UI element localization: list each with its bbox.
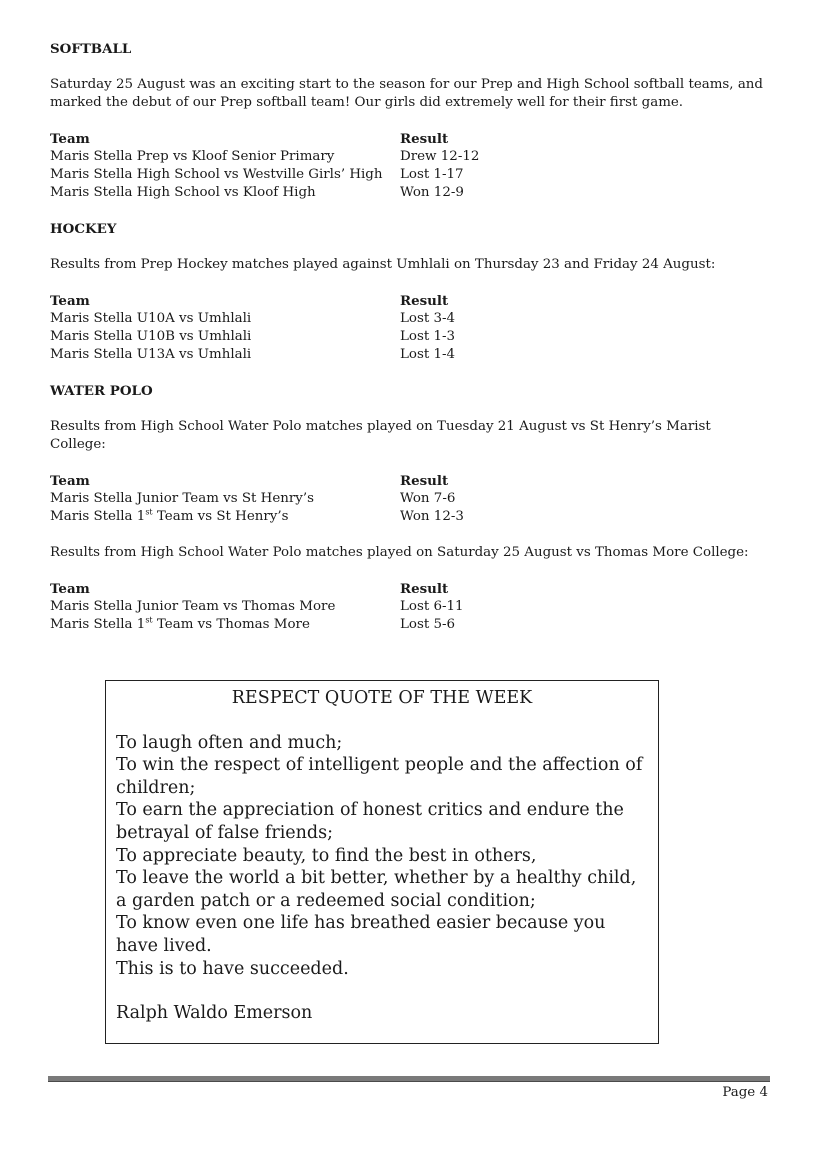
team-cell: Maris Stella Junior Team vs St Henry’s bbox=[50, 491, 314, 506]
team-cell bbox=[50, 616, 400, 634]
result-column-header: Result bbox=[400, 473, 449, 489]
waterpolo-intro-1: Results from High School Water Polo matches played on Tuesday 21 August vs St Henry’s Marist College: bbox=[50, 419, 711, 452]
team-cell-suffix: Team vs St Henry’s bbox=[152, 509, 289, 524]
table-row bbox=[50, 148, 770, 166]
ordinal-suffix: st bbox=[145, 615, 153, 625]
team-cell: Maris Stella U13A vs Umhlali bbox=[50, 347, 252, 362]
quote-box bbox=[105, 680, 659, 1044]
team-cell bbox=[50, 508, 400, 526]
quote-line: To win the respect of intelligent people and the affection of children; bbox=[116, 755, 643, 798]
page-number: Page 4 bbox=[722, 1085, 768, 1100]
waterpolo-results-table-2 bbox=[50, 580, 770, 634]
team-cell-prefix: Maris Stella 1 bbox=[50, 509, 146, 524]
result-cell: Lost 3-4 bbox=[400, 311, 456, 326]
table-row bbox=[50, 508, 770, 526]
waterpolo-heading: WATER POLO bbox=[50, 383, 153, 399]
hockey-results-table bbox=[50, 292, 770, 364]
table-row bbox=[50, 346, 770, 364]
result-column-header: Result bbox=[400, 581, 449, 597]
table-row bbox=[50, 598, 770, 616]
table-header bbox=[50, 130, 770, 148]
quote-line: To laugh often and much; bbox=[116, 732, 343, 753]
table-row bbox=[50, 328, 770, 346]
result-column-header: Result bbox=[400, 131, 449, 147]
table-row bbox=[50, 490, 770, 508]
quote-line: To earn the appreciation of honest critics and endure the betrayal of false friends; bbox=[116, 800, 624, 843]
team-column-header: Team bbox=[50, 293, 90, 309]
table-row bbox=[50, 616, 770, 634]
team-cell: Maris Stella High School vs Kloof High bbox=[50, 185, 316, 200]
result-cell: Lost 1-17 bbox=[400, 167, 464, 182]
team-cell: Maris Stella U10A vs Umhlali bbox=[50, 311, 252, 326]
table-row bbox=[50, 310, 770, 328]
team-cell-prefix: Maris Stella 1 bbox=[50, 617, 146, 632]
softball-heading: SOFTBALL bbox=[50, 41, 132, 57]
table-row bbox=[50, 166, 770, 184]
table-header bbox=[50, 472, 770, 490]
team-column-header: Team bbox=[50, 131, 90, 147]
team-column-header: Team bbox=[50, 581, 90, 597]
team-cell: Maris Stella High School vs Westville Girls’ High bbox=[50, 167, 383, 182]
page-content bbox=[50, 40, 770, 652]
team-cell: Maris Stella U10B vs Umhlali bbox=[50, 329, 252, 344]
result-cell: Lost 6-11 bbox=[400, 599, 464, 614]
footer-divider bbox=[48, 1076, 770, 1082]
team-column-header: Team bbox=[50, 473, 90, 489]
table-header bbox=[50, 580, 770, 598]
result-column-header: Result bbox=[400, 293, 449, 309]
team-cell: Maris Stella Junior Team vs Thomas More bbox=[50, 599, 336, 614]
hockey-heading: HOCKEY bbox=[50, 221, 117, 237]
result-cell: Lost 5-6 bbox=[400, 617, 456, 632]
result-cell: Lost 1-4 bbox=[400, 347, 456, 362]
hockey-intro: Results from Prep Hockey matches played against Umhlali on Thursday 23 and Friday 24 August: bbox=[50, 257, 716, 272]
quote-line: This is to have succeeded. bbox=[116, 958, 349, 979]
waterpolo-intro-2: Results from High School Water Polo matches played on Saturday 25 August vs Thomas More College: bbox=[50, 545, 749, 560]
table-header bbox=[50, 292, 770, 310]
table-row bbox=[50, 184, 770, 202]
quote-line: To appreciate beauty, to find the best in others, bbox=[116, 845, 537, 866]
result-cell: Won 7-6 bbox=[400, 491, 456, 506]
waterpolo-results-table-1 bbox=[50, 472, 770, 526]
quote-author: Ralph Waldo Emerson bbox=[116, 1003, 313, 1024]
ordinal-suffix: st bbox=[145, 507, 153, 517]
result-cell: Drew 12-12 bbox=[400, 149, 480, 164]
quote-line: To know even one life has breathed easier because you have lived. bbox=[116, 913, 606, 956]
quote-line: To leave the world a bit better, whether by a healthy child, a garden patch or a redeemed social condition; bbox=[116, 868, 637, 911]
result-cell: Won 12-3 bbox=[400, 509, 464, 524]
quote-title: RESPECT QUOTE OF THE WEEK bbox=[231, 688, 533, 708]
softball-results-table bbox=[50, 130, 770, 202]
result-cell: Won 12-9 bbox=[400, 185, 464, 200]
softball-intro: Saturday 25 August was an exciting start to the season for our Prep and High School softball teams, and marked the debut of our Prep softball team! Our girls did extremely well for their first game. bbox=[50, 77, 763, 110]
team-cell-suffix: Team vs Thomas More bbox=[152, 617, 310, 632]
result-cell: Lost 1-3 bbox=[400, 329, 456, 344]
team-cell: Maris Stella Prep vs Kloof Senior Primary bbox=[50, 149, 335, 164]
